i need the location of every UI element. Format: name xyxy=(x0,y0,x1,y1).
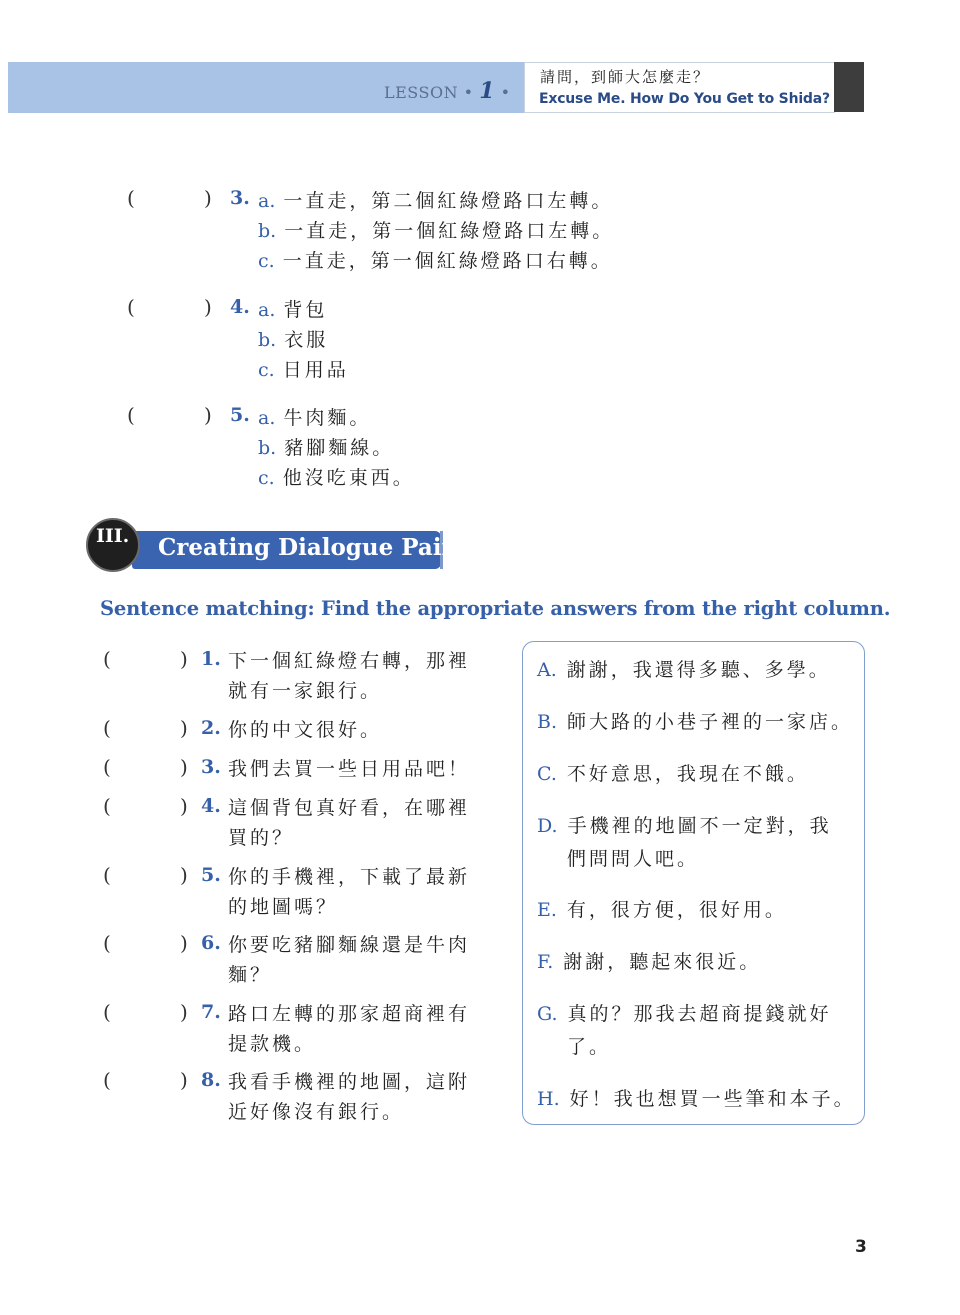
answer-paren-close: ) xyxy=(180,1000,188,1024)
page-number: 3 xyxy=(855,1237,867,1257)
answer-paren-open: ( xyxy=(127,403,135,427)
question-number: 8. xyxy=(201,1069,221,1091)
answer-text: 有，很方便，很好用。 xyxy=(566,899,787,921)
option-row xyxy=(258,325,328,352)
answer-row xyxy=(537,894,787,927)
section-title: Creating Dialogue Pairs xyxy=(158,534,467,561)
section-numeral: III. xyxy=(96,525,130,547)
option-text: 一直走，第二個紅綠燈路口左轉。 xyxy=(283,190,614,212)
answer-paren-open: ( xyxy=(103,863,111,887)
question-text-line: 的地圖嗎？ xyxy=(228,896,339,918)
answer-letter: G. xyxy=(537,1003,558,1025)
answer-paren-open: ( xyxy=(127,295,135,319)
question-text-line: 下一個紅綠燈右轉，那裡 xyxy=(228,650,471,672)
option-text: 牛肉麵。 xyxy=(283,407,372,429)
answer-text: 謝謝，我還得多聽、多學。 xyxy=(566,659,831,681)
answer-row xyxy=(537,810,832,843)
option-row xyxy=(258,216,614,243)
question-text-line: 這個背包真好看，在哪裡 xyxy=(228,797,471,819)
question-text-line: 你的中文很好。 xyxy=(228,719,383,741)
answer-paren-close: ) xyxy=(180,794,188,818)
answer-text: 謝謝，聽起來很近。 xyxy=(563,951,762,973)
answer-row xyxy=(537,706,853,739)
answer-row xyxy=(537,654,831,687)
question-text-line: 你的手機裡，下載了最新 xyxy=(228,866,471,888)
option-row xyxy=(258,433,394,460)
lesson-label: LESSON • 1 • xyxy=(384,78,511,104)
answer-row xyxy=(537,758,809,791)
answer-text: 師大路的小巷子裡的一家店。 xyxy=(567,711,854,733)
option-text: 他沒吃東西。 xyxy=(282,467,415,489)
answer-paren-close: ) xyxy=(180,1068,188,1092)
answer-row xyxy=(537,998,832,1031)
answer-text: 真的？那我去超商提錢就好 xyxy=(567,1003,832,1025)
answer-letter: D. xyxy=(537,815,558,837)
question-text-line: 我看手機裡的地圖，這附 xyxy=(228,1071,471,1093)
lesson-title-zh: 請問，到師大怎麼走？ xyxy=(540,68,711,86)
answer-paren-open: ( xyxy=(103,1068,111,1092)
option-letter: a. xyxy=(258,407,276,429)
option-letter: c. xyxy=(258,359,275,381)
option-row xyxy=(258,403,371,430)
option-text: 豬腳麵線。 xyxy=(284,437,395,459)
question-number: 6. xyxy=(201,932,221,954)
option-letter: b. xyxy=(258,437,277,459)
question-number: 2. xyxy=(201,717,221,739)
option-row xyxy=(258,355,349,382)
answer-text: 手機裡的地圖不一定對，我 xyxy=(567,815,832,837)
answer-paren-close: ) xyxy=(180,863,188,887)
option-row xyxy=(258,246,613,273)
option-text: 衣服 xyxy=(284,329,329,351)
answer-paren-close: ) xyxy=(180,755,188,779)
option-text: 一直走，第一個紅綠燈路口左轉。 xyxy=(284,220,615,242)
answer-text-line: 們問問人吧。 xyxy=(567,848,700,870)
answer-row xyxy=(537,1083,856,1116)
lesson-number: 1 xyxy=(479,78,495,104)
answer-letter: H. xyxy=(537,1088,560,1110)
question-text-line: 近好像沒有銀行。 xyxy=(228,1101,405,1123)
answer-row xyxy=(537,946,761,979)
answer-letter: B. xyxy=(537,711,558,733)
page-edge-tab xyxy=(834,62,864,112)
option-letter: b. xyxy=(258,220,277,242)
answer-letter: F. xyxy=(537,951,554,973)
answer-paren-close: ) xyxy=(180,647,188,671)
answer-text-line: 了。 xyxy=(567,1036,612,1058)
question-number: 4. xyxy=(230,296,250,318)
option-row xyxy=(258,463,415,490)
option-letter: c. xyxy=(258,250,275,272)
answer-paren-close: ) xyxy=(204,186,212,210)
question-text-line: 麵？ xyxy=(228,964,273,986)
answer-paren-close: ) xyxy=(204,295,212,319)
question-text-line: 買的？ xyxy=(228,827,295,849)
answer-paren-open: ( xyxy=(103,1000,111,1024)
option-letter: b. xyxy=(258,329,277,351)
option-letter: a. xyxy=(258,190,276,212)
question-number: 5. xyxy=(230,404,250,426)
question-text-line: 就有一家銀行。 xyxy=(228,680,383,702)
option-letter: a. xyxy=(258,299,276,321)
option-text: 一直走，第一個紅綠燈路口右轉。 xyxy=(282,250,613,272)
question-number: 5. xyxy=(201,864,221,886)
question-number: 1. xyxy=(201,648,221,670)
option-row xyxy=(258,186,613,213)
option-letter: c. xyxy=(258,467,275,489)
answer-letter: C. xyxy=(537,763,557,785)
answer-paren-open: ( xyxy=(103,716,111,740)
lesson-title-en: Excuse Me. How Do You Get to Shida? xyxy=(539,91,830,107)
instruction-text: Sentence matching: Find the appropriate answers from the right column. xyxy=(100,597,891,620)
question-text-line: 你要吃豬腳麵線還是牛肉 xyxy=(228,934,471,956)
answer-paren-close: ) xyxy=(180,931,188,955)
question-text-line: 提款機。 xyxy=(228,1033,317,1055)
option-row xyxy=(258,295,327,322)
answer-paren-open: ( xyxy=(127,186,135,210)
answer-paren-open: ( xyxy=(103,647,111,671)
question-text-line: 路口左轉的那家超商裡有 xyxy=(228,1003,471,1025)
question-number: 7. xyxy=(201,1001,221,1023)
answer-letter: E. xyxy=(537,899,557,921)
answer-paren-close: ) xyxy=(204,403,212,427)
question-number: 3. xyxy=(230,187,250,209)
question-number: 3. xyxy=(201,756,221,778)
option-text: 日用品 xyxy=(282,359,349,381)
answer-paren-close: ) xyxy=(180,716,188,740)
answer-paren-open: ( xyxy=(103,931,111,955)
answer-text: 不好意思，我現在不餓。 xyxy=(566,763,809,785)
question-text-line: 我們去買一些日用品吧！ xyxy=(228,758,471,780)
answer-text: 好！我也想買一些筆和本子。 xyxy=(569,1088,856,1110)
option-text: 背包 xyxy=(283,299,328,321)
answer-paren-open: ( xyxy=(103,794,111,818)
answer-letter: A. xyxy=(537,659,557,681)
answer-paren-open: ( xyxy=(103,755,111,779)
question-number: 4. xyxy=(201,795,221,817)
